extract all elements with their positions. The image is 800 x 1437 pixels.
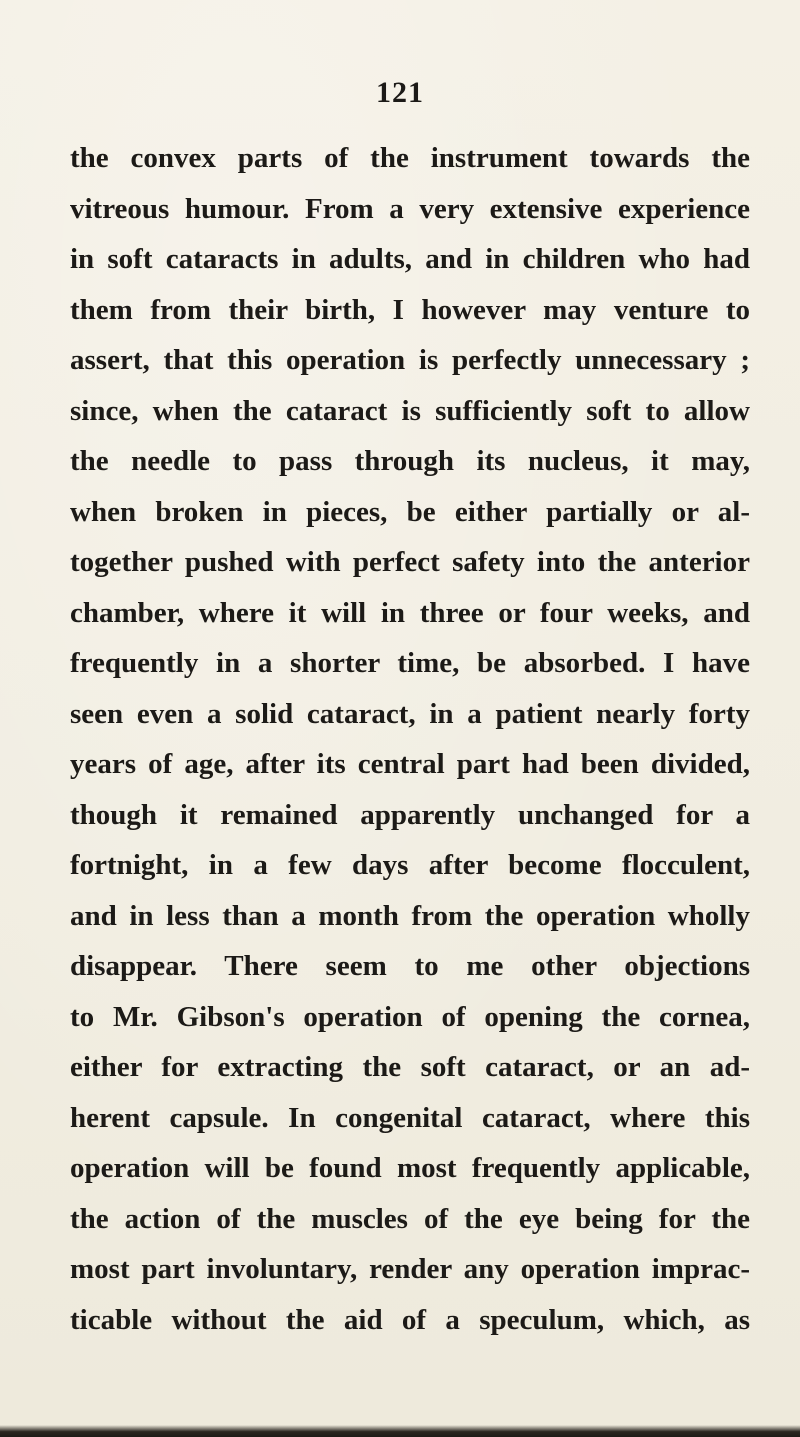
text-line: the action of the muscles of the eye being for the — [70, 1202, 750, 1235]
text-line: when broken in pieces, be either partially or al- — [70, 495, 750, 528]
text-line: ticable without the aid of a speculum, which, as — [70, 1303, 750, 1336]
text-line: the convex parts of the instrument towards the — [70, 142, 750, 174]
text-line: operation will be found most frequently applicable, — [70, 1152, 750, 1184]
text-line: fortnight, in a few days after become flocculent, — [70, 849, 750, 881]
text-line: them from their birth, I however may venture to — [70, 293, 750, 326]
text-line: seen even a solid cataract, in a patient nearly forty — [70, 697, 750, 730]
text-line: the needle to pass through its nucleus, it may, — [70, 445, 750, 477]
text-line: years of age, after its central part had been divided, — [70, 748, 750, 780]
text-line: together pushed with perfect safety into the anterior — [70, 546, 750, 578]
text-line: though it remained apparently unchanged for a — [70, 798, 750, 831]
page-number: 121 — [376, 76, 424, 109]
text-line: in soft cataracts in adults, and in children who had — [70, 243, 750, 275]
text-line: frequently in a shorter time, be absorbed. I have — [70, 647, 750, 679]
body-text — [70, 133, 750, 1345]
text-line: chamber, where it will in three or four weeks, and — [70, 596, 750, 629]
page-bottom-edge — [0, 1425, 800, 1437]
text-line: to Mr. Gibson's operation of opening the cornea, — [70, 1000, 750, 1033]
text-line: and in less than a month from the operation wholly — [70, 899, 750, 932]
text-line: most part involuntary, render any operation imprac- — [70, 1253, 750, 1285]
text-line: herent capsule. In congenital cataract, where this — [70, 1101, 750, 1134]
text-line: either for extracting the soft cataract, or an ad- — [70, 1051, 750, 1083]
text-line: since, when the cataract is sufficiently soft to allow — [70, 394, 750, 427]
text-line: disappear. There seem to me other objections — [70, 950, 750, 982]
text-line: vitreous humour. From a very extensive experience — [70, 192, 750, 225]
text-line: assert, that this operation is perfectly unnecessary ; — [70, 344, 750, 376]
